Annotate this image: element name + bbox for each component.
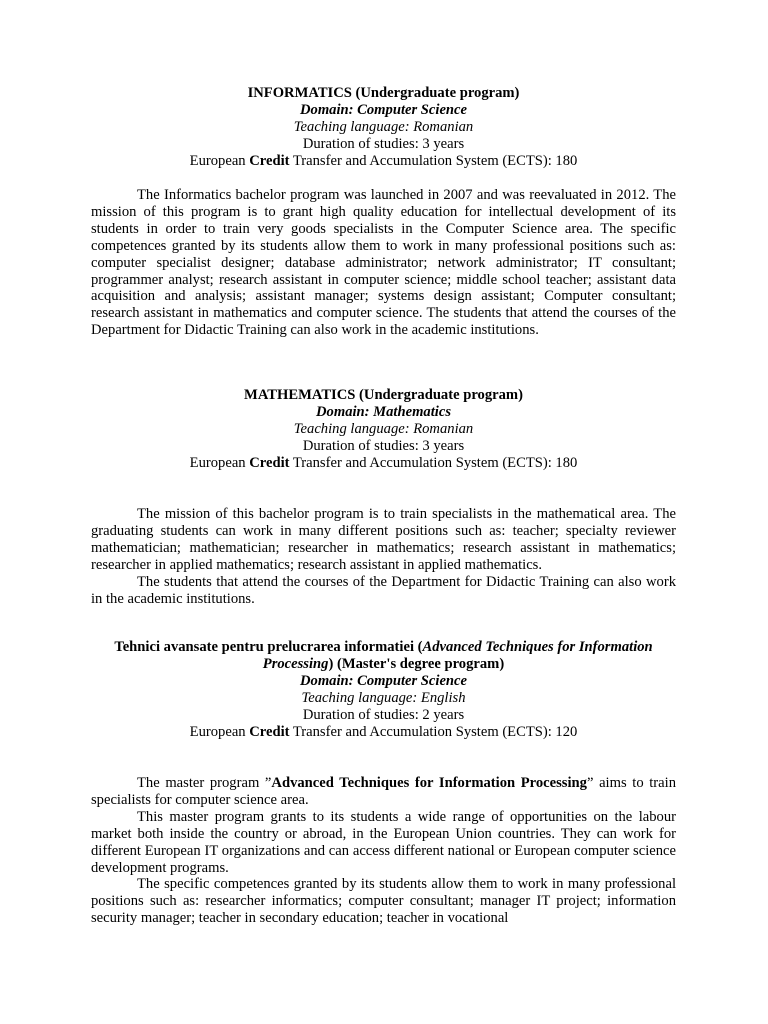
program-domain: Domain: Computer Science (299, 673, 468, 689)
teaching-language: Teaching language: Romanian (293, 119, 474, 135)
program-header (91, 639, 676, 741)
description-paragraph: The Informatics bachelor program was launched in 2007 and was reevaluated in 2012. The mission of this program is to grant high quality education for intellectual development of its students in order to train very goods specialists in the Computer Science area. The specific competences granted by its students allow them to work in many professional positions such as: computer specialist designer; database administrator; network administrator; IT consultant; programmer analyst; research assistant in computer science; middle school teacher; assistant data acquisition and analysis; assistant manager; systems design assistant; Computer consultant; research assistant in mathematics and computer science. The students that attend the courses of the Department for Didactic Training can also work in the academic institutions. (91, 187, 676, 339)
program-header (91, 85, 676, 170)
teaching-language: Teaching language: English (301, 690, 466, 706)
description-paragraph: This master program grants to its students a wide range of opportunities on the labour market both inside the country or abroad, in the European Union countries. They can work for different European IT organizations and can access different national or European computer science development programs. (91, 808, 676, 876)
program-domain: Domain: Mathematics (316, 404, 451, 420)
program-description (91, 187, 676, 339)
study-duration: Duration of studies: 3 years (302, 136, 465, 152)
program-description (91, 775, 676, 927)
description-paragraph: The mission of this bachelor program is to train specialists in the mathematical area. The graduating students can work in many different positions such as: teacher; specialty reviewer mathematician; mathematician; researcher in mathematics; research assistant in mathematics; researcher in applied mathematics; research assistant in applied mathematics. (91, 506, 676, 573)
program-section-mathematics (91, 387, 676, 607)
program-section-informatics (91, 85, 676, 339)
ects-line: European Credit Transfer and Accumulation System (ECTS): 180 (189, 455, 578, 471)
program-section-master (91, 639, 676, 927)
ects-line: European Credit Transfer and Accumulation System (ECTS): 120 (189, 724, 578, 740)
ects-line: European Credit Transfer and Accumulation System (ECTS): 180 (189, 153, 578, 169)
program-domain: Domain: Computer Science (299, 102, 468, 118)
program-title: Tehnici avansate pentru prelucrarea informatiei (Advanced Techniques for Information Processing) (Master's degree program) (114, 639, 653, 672)
program-title: MATHEMATICS (Undergraduate program) (244, 387, 523, 403)
study-duration: Duration of studies: 2 years (302, 707, 465, 723)
teaching-language: Teaching language: Romanian (293, 421, 474, 437)
description-paragraph: The students that attend the courses of the Department for Didactic Training can also work in the academic institutions. (91, 573, 676, 607)
program-header (91, 387, 676, 472)
program-description (91, 506, 676, 607)
program-title: INFORMATICS (Undergraduate program) (247, 85, 520, 101)
study-duration: Duration of studies: 3 years (302, 438, 465, 454)
description-paragraph: The master program ”Advanced Techniques for Information Processing” aims to train specialists for computer science area. (91, 775, 676, 808)
description-paragraph: The specific competences granted by its students allow them to work in many professional positions such as: researcher informatics; computer consultant; manager IT project; information security manager; teacher in secondary education; teacher in vocational (91, 876, 676, 927)
